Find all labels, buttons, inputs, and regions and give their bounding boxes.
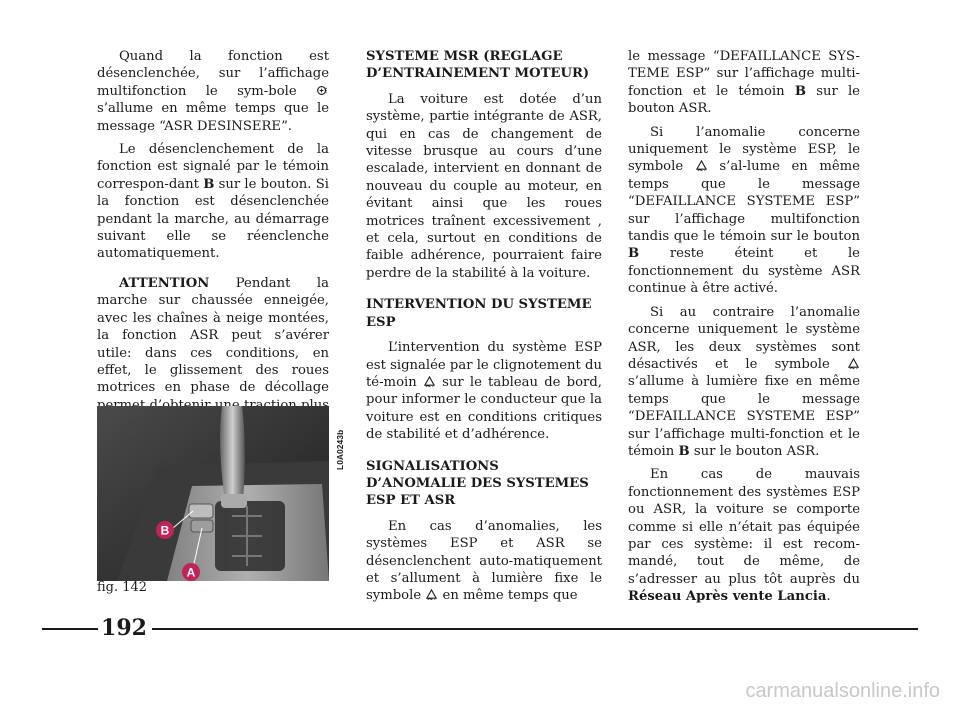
heading-anomaly-signals: SIGNALISATIONS D’ANOMALIE DES SYSTEMES ESP ET ASR — [366, 458, 589, 509]
gear-console-illustration — [97, 406, 329, 581]
esp-warning-icon — [848, 358, 859, 369]
column-2 — [366, 48, 602, 611]
col2-paragraph-2: L’intervention du système ESP est signalée par le clignotement du té-moin sur le tableau de bord, pour informer le conducteur que la voiture est en conditions critiques de stabilité et d’adhérence. — [366, 340, 602, 443]
col3-paragraph-1: le message “DEFAILLANCE SYS-TEME ESP” sur l’affichage multi-fonction et le témoin B sur le bouton ASR. — [628, 49, 860, 117]
footer-rule-left — [42, 628, 98, 630]
asr-warning-icon — [317, 85, 328, 96]
col3-paragraph-4: En cas de mauvais fonctionnement des systèmes ESP ou ASR, la voiture se comporte comme si elle n’était pas équipée par ces système: il est recom-mandé, tout de même, de s’adresser au plus tôt auprès du Réseau Après vente Lancia. — [628, 467, 860, 605]
page-number: 192 — [101, 615, 147, 641]
col3-paragraph-3: Si au contraire l’anomalie concerne uniquement le système ASR, les deux systèmes sont désactivés et le symbole s’allume à lumière fixe en même temps que le message “DEFAILLANCE SYSTEME ESP” sur l’affichage multi-fonction et le témoin B sur le bouton ASR. — [628, 304, 860, 459]
svg-text:L0A0243b: L0A0243b — [335, 429, 345, 470]
heading-esp-intervention: INTERVENTION DU SYSTEME ESP — [366, 297, 592, 330]
watermark: carmanualsonline.info — [745, 680, 940, 702]
gear-console-photo — [97, 406, 329, 581]
column-3 — [628, 48, 860, 612]
esp-warning-icon — [426, 589, 437, 600]
column-1 — [97, 48, 329, 438]
col1-attention-paragraph: ATTENTION Pendant la marche sur chaussée enneigée, avec les chaînes à neige montées, la fonction ASR peut s’avérer utile: dans ces conditions, en effet, le glissement des roues motrices en phase de décollage — [97, 275, 329, 396]
col3-paragraph-2: Si l’anomalie concerne uniquement le système ESP, le symbole s’al-lume en même temps que le message “DEFAILLANCE SYSTEME ESP” sur l’affichage multifonction tandis que le témoin sur le bouton B reste éteint et le fonctionnement du système ASR continue à être activé. — [628, 124, 860, 297]
label-a: A — [186, 565, 196, 580]
heading-msr: SYSTEME MSR (REGLAGE D’ENTRAINEMENT MOTEUR) — [366, 49, 590, 82]
figure-caption: fig. 142 — [97, 580, 148, 595]
esp-warning-icon — [696, 160, 707, 171]
col1-paragraph-2: Le désenclenchement de la fonction est signalé par le témoin correspon-dant B sur le bouton. Si la fonction est désenclenchée pendant la marche, au démarrage suivant elle se réenclenche automatiquement. — [97, 142, 329, 262]
col1-paragraph-1: Quand la fonction est désenclenchée, sur l’affichage multifonction le sym-bole s’allume en même temps que le message “ASR DESINSERE”. — [97, 49, 329, 134]
dealer-network-name: Réseau Après vente Lancia — [628, 589, 827, 605]
esp-warning-icon — [424, 376, 435, 387]
col2-paragraph-1: La voiture est dotée d’un système, partie intégrante de ASR, qui en cas de changement de vitesse brusque au cours d’une escalade, intervient en donnant de nouveau du couple au moteur, en évitant ainsi que les roues motrices traînent excessivement , et cela, surtout en conditions de faible adhérence, pourraient faire perdre de la stabilité à la voiture. — [366, 91, 602, 281]
attention-label: ATTENTION — [119, 275, 210, 291]
footer-rule-right — [152, 628, 918, 630]
figure-code — [334, 408, 346, 470]
col2-paragraph-3: En cas d’anomalies, les systèmes ESP et ASR se désenclenchent auto-matiquement et s’allument à lumière fixe le symbole en même temps que — [366, 518, 602, 604]
label-b: B — [160, 523, 170, 538]
